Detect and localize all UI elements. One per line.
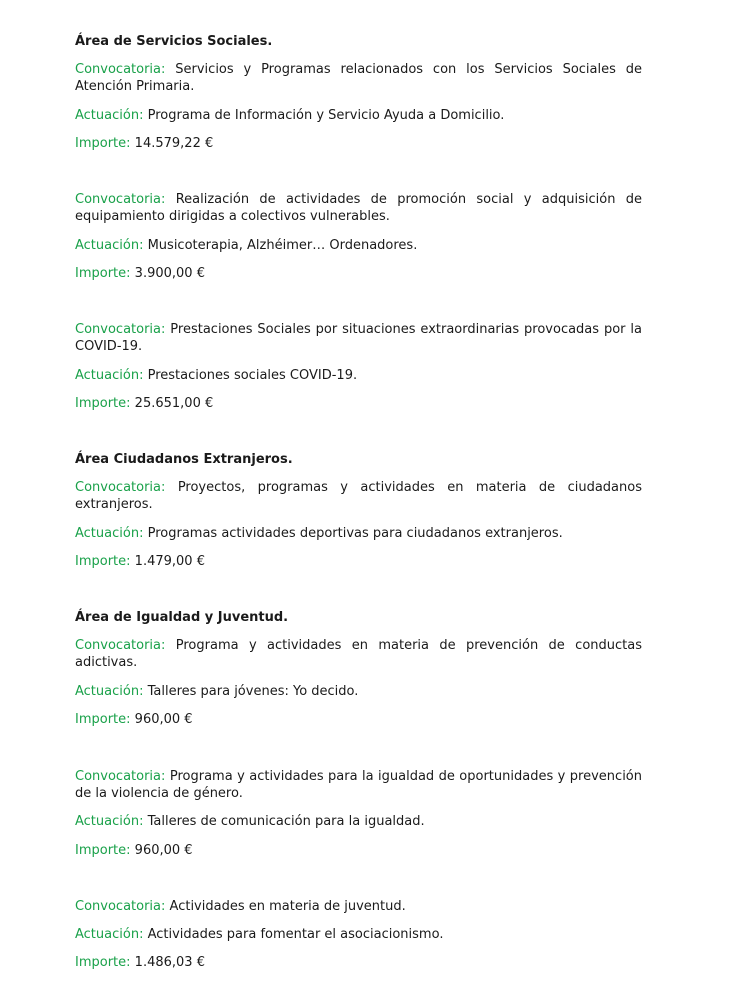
- actuacion-value: Programas actividades deportivas para ciudadanos extranjeros.: [147, 526, 563, 541]
- importe-label: Importe:: [75, 136, 131, 151]
- actuacion-row: [75, 367, 642, 384]
- importe-row: [75, 265, 642, 282]
- section-title: Área Ciudadanos Extranjeros.: [75, 452, 293, 467]
- importe-value: 960,00 €: [134, 843, 193, 858]
- importe-label: Importe:: [75, 843, 131, 858]
- convocatoria-row: [75, 479, 642, 513]
- actuacion-value: Musicoterapia, Alzhéimer… Ordenadores.: [147, 238, 418, 253]
- importe-label: Importe:: [75, 712, 131, 727]
- actuacion-label: Actuación:: [75, 927, 144, 942]
- section-title: Área de Igualdad y Juventud.: [75, 610, 289, 625]
- section-igualdad-juventud: [75, 609, 642, 626]
- actuacion-row: [75, 525, 642, 542]
- convocatoria-label: Convocatoria:: [75, 322, 166, 337]
- actuacion-label: Actuación:: [75, 368, 144, 383]
- importe-value: 14.579,22 €: [134, 136, 214, 151]
- importe-value: 1.486,03 €: [134, 955, 205, 970]
- importe-value: 3.900,00 €: [134, 266, 205, 281]
- importe-value: 1.479,00 €: [134, 554, 205, 569]
- actuacion-label: Actuación:: [75, 238, 144, 253]
- importe-label: Importe:: [75, 955, 131, 970]
- convocatoria-row: [75, 768, 642, 802]
- convocatoria-value: Prestaciones Sociales por situaciones extraordinarias provocadas por la COVID-19.: [75, 322, 642, 354]
- convocatoria-value: Programa y actividades para la igualdad de oportunidades y prevención de la violencia de género.: [75, 769, 642, 801]
- actuacion-label: Actuación:: [75, 684, 144, 699]
- convocatoria-row: [75, 637, 642, 671]
- actuacion-row: [75, 107, 642, 124]
- importe-label: Importe:: [75, 554, 131, 569]
- section-title: Área de Servicios Sociales.: [75, 34, 273, 49]
- section-ciudadanos-extranjeros: [75, 451, 642, 468]
- importe-row: [75, 135, 642, 152]
- importe-row: [75, 395, 642, 412]
- item-block: [75, 61, 642, 95]
- actuacion-value: Programa de Información y Servicio Ayuda a Domicilio.: [147, 108, 505, 123]
- importe-label: Importe:: [75, 396, 131, 411]
- convocatoria-value: Programa y actividades en materia de prevención de conductas adictivas.: [75, 638, 642, 670]
- actuacion-row: [75, 683, 642, 700]
- convocatoria-label: Convocatoria:: [75, 62, 166, 77]
- convocatoria-row: [75, 321, 642, 355]
- importe-label: Importe:: [75, 266, 131, 281]
- actuacion-row: [75, 813, 642, 830]
- section-servicios-sociales: [75, 33, 642, 50]
- convocatoria-label: Convocatoria:: [75, 638, 166, 653]
- importe-value: 960,00 €: [134, 712, 193, 727]
- convocatoria-value: Actividades en materia de juventud.: [169, 899, 406, 914]
- actuacion-label: Actuación:: [75, 108, 144, 123]
- actuacion-row: [75, 237, 642, 254]
- actuacion-label: Actuación:: [75, 526, 144, 541]
- convocatoria-label: Convocatoria:: [75, 192, 166, 207]
- convocatoria-value: Proyectos, programas y actividades en materia de ciudadanos extranjeros.: [75, 480, 642, 512]
- importe-row: [75, 954, 642, 971]
- convocatoria-line: [75, 61, 642, 95]
- actuacion-value: Talleres de comunicación para la igualdad.: [147, 814, 425, 829]
- convocatoria-label: Convocatoria:: [75, 769, 166, 784]
- actuacion-value: Prestaciones sociales COVID-19.: [147, 368, 358, 383]
- convocatoria-value: Realización de actividades de promoción social y adquisición de equipamiento dirigidas a colectivos vulnerables.: [75, 192, 642, 224]
- convocatoria-value: Servicios y Programas relacionados con los Servicios Sociales de Atención Primaria.: [75, 62, 643, 94]
- importe-row: [75, 553, 642, 570]
- actuacion-value: Actividades para fomentar el asociacionismo.: [147, 927, 444, 942]
- convocatoria-label: Convocatoria:: [75, 480, 166, 495]
- convocatoria-row: [75, 898, 642, 915]
- actuacion-label: Actuación:: [75, 814, 144, 829]
- importe-row: [75, 711, 642, 728]
- importe-row: [75, 842, 642, 859]
- convocatoria-label: Convocatoria:: [75, 899, 166, 914]
- actuacion-value: Talleres para jóvenes: Yo decido.: [147, 684, 359, 699]
- convocatoria-row: [75, 191, 642, 225]
- actuacion-row: [75, 926, 642, 943]
- importe-value: 25.651,00 €: [134, 396, 214, 411]
